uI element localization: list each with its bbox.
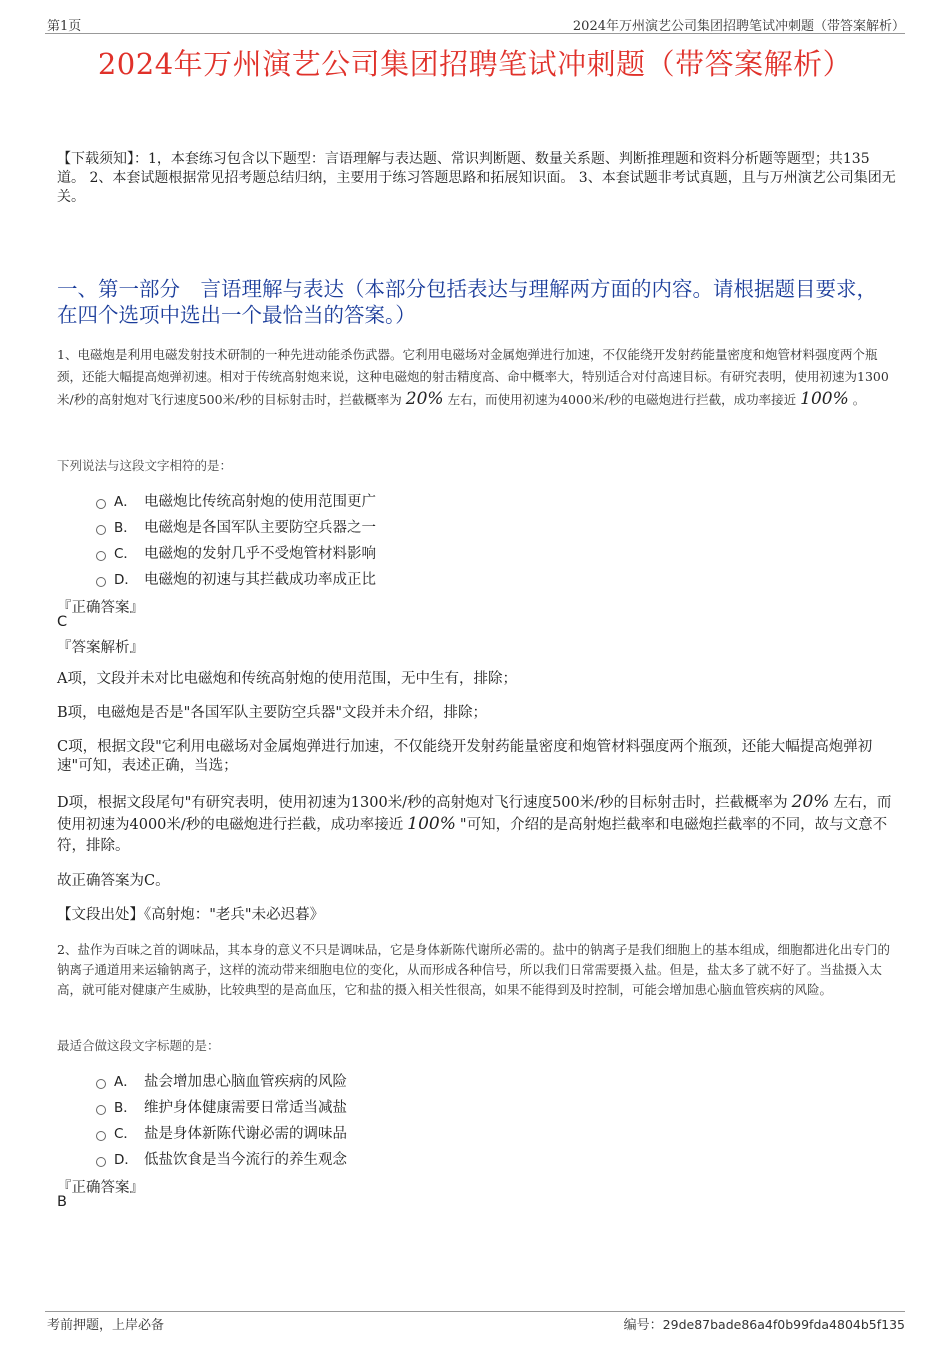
q1-percent-20: 20% <box>405 389 444 409</box>
q1-answer-label: 『正确答案』 <box>57 600 144 616</box>
option-text: 盐会增加患心脑血管疾病的风险 <box>144 1074 347 1090</box>
q1-explanation-a: A项，文段并未对比电磁炮和传统高射炮的使用范围，无中生有，排除； <box>57 671 517 687</box>
q1-option-d[interactable] <box>96 568 376 589</box>
q1-explanation-b: B项，电磁炮是否是"各国军队主要防空兵器"文段并未介绍，排除； <box>57 705 487 721</box>
section-heading: 一、第一部分 言语理解与表达（本部分包括表达与理解两方面的内容。请根据题目要求，在四个选项中选出一个最恰当的答案。） <box>57 277 877 327</box>
q1-passage-part-c: 。 <box>852 392 866 407</box>
radio-icon[interactable] <box>96 1157 106 1167</box>
radio-icon[interactable] <box>96 551 106 561</box>
radio-icon[interactable] <box>96 1131 106 1141</box>
q1-percent-100: 100% <box>800 389 849 409</box>
q1-passage-part-b: 左右，而使用初速为4000米/秒的电磁炮进行拦截，成功率接近 <box>447 392 797 407</box>
q1-option-a[interactable] <box>96 490 376 511</box>
option-letter: B． <box>114 520 137 536</box>
option-text: 盐是身体新陈代谢必需的调味品 <box>144 1126 347 1142</box>
q2-option-d[interactable] <box>96 1148 347 1169</box>
option-letter: D． <box>114 1152 138 1168</box>
header-divider <box>45 33 905 34</box>
q1-passage <box>57 344 897 411</box>
q2-answer-label: 『正确答案』 <box>57 1180 144 1196</box>
footer-code-value: 29de87bade86a4f0b99fda4804b5f135 <box>662 1317 905 1332</box>
option-text: 电磁炮是各国军队主要防空兵器之一 <box>144 520 376 536</box>
page-title: 2024年万州演艺公司集团招聘笔试冲刺题（带答案解析） <box>97 47 853 81</box>
option-text: 电磁炮的初速与其拦截成功率成正比 <box>144 572 376 588</box>
q1-explanation-c: C项，根据文段"它利用电磁场对金属炮弹进行加速，不仅能绕开发射药能量密度和炮管材料强度两个瓶颈，还能大幅提高炮弹初速"可知，表述正确，当选； <box>57 739 873 774</box>
footer-code <box>624 1314 905 1333</box>
q1-passage-part-a: 1、电磁炮是利用电磁发射技术研制的一种先进动能杀伤武器。它利用电磁场对金属炮弹进行加速，不仅能绕开发射药能量密度和炮管材料强度两个瓶颈，还能大幅提高炮弹初速。相对于传统高射炮来说，这种电磁炮的射击精度高、命中概率大，特别适合对付高速目标。有研究表明，使用初速为1300米/秒的高射炮对飞行速度500米/秒的目标射击时，拦截概率为 <box>57 347 889 407</box>
q1-exp-d-part3: "可知，介绍的是高射炮拦截率和电磁炮拦截率的不同，故与文意不符，排除。 <box>57 817 888 854</box>
option-letter: A． <box>114 494 137 510</box>
q1-question: 下列说法与这段文字相符的是： <box>57 458 233 473</box>
q1-explanation-d <box>57 792 897 857</box>
option-letter: B． <box>114 1100 137 1116</box>
footer-divider <box>45 1311 905 1312</box>
header-doc-title: 2024年万州演艺公司集团招聘笔试冲刺题（带答案解析） <box>572 19 905 34</box>
q1-exp-d-percent-20: 20% <box>791 792 830 812</box>
q2-answer: B <box>57 1194 67 1210</box>
option-text: 低盐饮食是当今流行的养生观念 <box>144 1152 347 1168</box>
q2-question: 最适合做这段文字标题的是： <box>57 1038 220 1053</box>
radio-icon[interactable] <box>96 1079 106 1089</box>
q2-option-b[interactable] <box>96 1096 347 1117</box>
q2-option-a[interactable] <box>96 1070 347 1091</box>
q1-exp-d-percent-100: 100% <box>407 814 456 834</box>
q2-option-c[interactable] <box>96 1122 347 1143</box>
footer-code-label: 编号： <box>623 1318 663 1333</box>
footer-slogan: 考前押题，上岸必备 <box>47 1318 165 1333</box>
q2-passage: 2、盐作为百味之首的调味品，其本身的意义不只是调味品，它是身体新陈代谢所必需的。盐中的钠离子是我们细胞上的基本组成，细胞都进化出专门的钠离子通道用来运输钠离子，这样的流动带来细胞电位的变化，从而形成各种信号，所以我们日常需要摄入盐。但是，盐太多了就不好了。当盐摄入太高，就可能对健康产生威胁，比较典型的是高血压，它和盐的摄入相关性很高，如果不能得到及时控制，可能会增加患心脑血管疾病的风险。 <box>57 942 890 997</box>
page-number: 第1页 <box>47 19 82 34</box>
option-text: 电磁炮的发射几乎不受炮管材料影响 <box>144 546 376 562</box>
q1-answer: C <box>57 614 68 630</box>
q1-option-b[interactable] <box>96 516 376 537</box>
radio-icon[interactable] <box>96 499 106 509</box>
option-letter: C． <box>114 1126 137 1142</box>
option-letter: A． <box>114 1074 137 1090</box>
q1-exp-d-part1: D项，根据文段尾句"有研究表明，使用初速为1300米/秒的高射炮对飞行速度500米/秒的目标射击时，拦截概率为 <box>57 795 788 811</box>
q1-exp-d-part2: 左右，而使用初速为4000米/秒的电磁炮进行拦截，成功率接近 <box>57 795 892 833</box>
option-letter: C． <box>114 546 137 562</box>
q1-source: 【文段出处】《高射炮："老兵"未必迟暮》 <box>57 907 325 923</box>
q1-analysis-label: 『答案解析』 <box>57 640 144 656</box>
radio-icon[interactable] <box>96 525 106 535</box>
option-text: 电磁炮比传统高射炮的使用范围更广 <box>144 494 376 510</box>
option-letter: D． <box>114 572 138 588</box>
radio-icon[interactable] <box>96 577 106 587</box>
option-text: 维护身体健康需要日常适当减盐 <box>144 1100 347 1116</box>
download-notice: 【下载须知】：1，本套练习包含以下题型：言语理解与表达题、常识判断题、数量关系题、判断推理题和资料分析题等题型；共135道。 2、本套试题根据常见招考题总结归纳，主要用于练习答题思路和拓展知识面。 3、本套试题非考试真题，且与万州演艺公司集团无关。 <box>57 151 896 205</box>
q1-conclusion: 故正确答案为C。 <box>57 873 170 889</box>
q1-option-c[interactable] <box>96 542 376 563</box>
radio-icon[interactable] <box>96 1105 106 1115</box>
